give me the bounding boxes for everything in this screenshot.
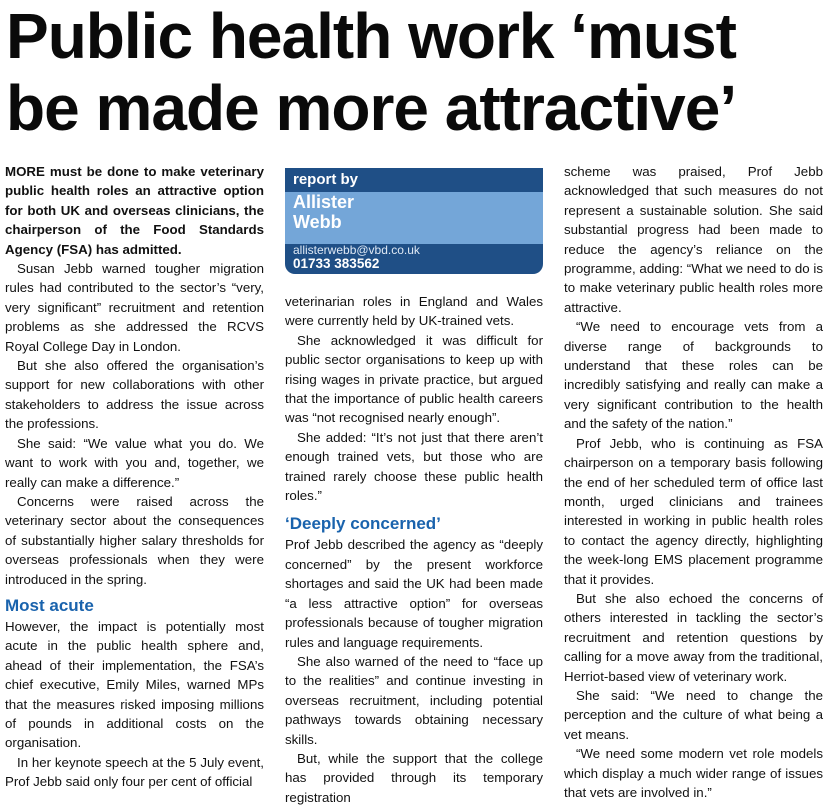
headline xyxy=(6,0,832,144)
paragraph: scheme was praised, Prof Jebb acknowledged that such measures do not represent a sustainable solution. She said substantial progress had been made to reduce the agency’s reliance on the programme, adding: “What we need to do is to make veterinary public health roles more attractive. xyxy=(564,164,823,315)
subheading-deeply-concerned: ‘Deeply concerned’ xyxy=(285,514,441,534)
author-name xyxy=(285,192,543,244)
paragraph: She said: “We need to change the perception and the culture of what being a vet means. xyxy=(564,687,823,742)
author-last-name: Webb xyxy=(293,212,342,232)
paragraph: However, the impact is potentially most acute in the public health sphere and, ahead of their implementation, the FSA’s chief executive, Emily Miles, warned MPs that the measures risked imposing millions of pounds in additional costs on the organisation. xyxy=(5,618,264,751)
article-column-1 xyxy=(5,162,264,792)
paragraph: She added: “It’s not just that there aren’t enough trained vets, but those who are trained rarely choose these public health roles.” xyxy=(285,429,543,504)
article-column-3 xyxy=(564,162,823,802)
paragraph: “We need some modern vet role models which display a much wider range of issues that vets are involved in.” xyxy=(564,746,823,800)
paragraph: But, while the support that the college has provided through its temporary registration xyxy=(285,750,543,805)
author-email: allisterwebb@vbd.co.uk xyxy=(293,243,420,257)
author-first-name: Allister xyxy=(293,192,355,212)
paragraph: She acknowledged it was difficult for public sector organisations to keep up with rising wages in private practice, but argued that the importance of public health careers was “not recognised nearly enough”. xyxy=(285,332,543,426)
paragraph: Susan Jebb warned tougher migration rules had contributed to the sector’s “very, very significant” recruitment and retention problems as she addressed the RCVS Royal College Day in London. xyxy=(5,261,264,354)
paragraph: But she also offered the organisation’s support for new collaborations with other stakeholders to address the issue across the professions. xyxy=(5,358,264,432)
report-by-label: report by xyxy=(285,168,543,192)
headline-line-2: be made more attractive’ xyxy=(6,72,737,144)
report-by-box xyxy=(285,168,543,274)
paragraph: In her keynote speech at the 5 July event, Prof Jebb said only four per cent of official xyxy=(5,754,264,790)
author-phone: 01733 383562 xyxy=(293,256,380,271)
paragraph: She also warned of the need to “face up to the realities” and continue investing in overseas recruitment, including potential pathways towards obtaining necessary skills. xyxy=(285,653,543,747)
headline-line-1: Public health work ‘must xyxy=(6,0,736,72)
paragraph: “We need to encourage vets from a diverse range of backgrounds to understand that these roles can be incredibly satisfying and really can make a very significant contribution to the health and the safety of the nation.” xyxy=(564,319,823,432)
paragraph: She said: “We value what you do. We want to work with you and, together, we really can make a difference.” xyxy=(5,435,264,490)
lead-paragraph: MORE must be done to make veterinary public health roles an attractive option for both UK and overseas clinicians, the chairperson of the Food Standards Agency (FSA) has admitted. xyxy=(5,164,264,257)
article-column-2 xyxy=(285,292,543,807)
paragraph: veterinarian roles in England and Wales were currently held by UK-trained vets. xyxy=(285,294,543,329)
paragraph: Concerns were raised across the veterinary sector about the consequences of substantially higher salary thresholds for overseas professionals when they were introduced in the spring. xyxy=(5,493,264,587)
paragraph: But she also echoed the concerns of others interested in tackling the sector’s recruitment and retention questions by calling for a move away from the traditional, Herriot-based view of veterinary work. xyxy=(564,590,823,684)
paragraph: Prof Jebb, who is continuing as FSA chairperson on a temporary basis following the end of her scheduled term of office last month, urged clinicians and trainees interested in working in public health roles to contact the agency directly, highlighting the week-long EMS placement programme that it provides. xyxy=(564,435,823,587)
paragraph: Prof Jebb described the agency as “deeply concerned” by the present workforce shortages and said the UK had been made “a less attractive option” for overseas professionals because of tougher migration rules and language requirements. xyxy=(285,537,543,650)
subheading-most-acute: Most acute xyxy=(5,595,94,615)
